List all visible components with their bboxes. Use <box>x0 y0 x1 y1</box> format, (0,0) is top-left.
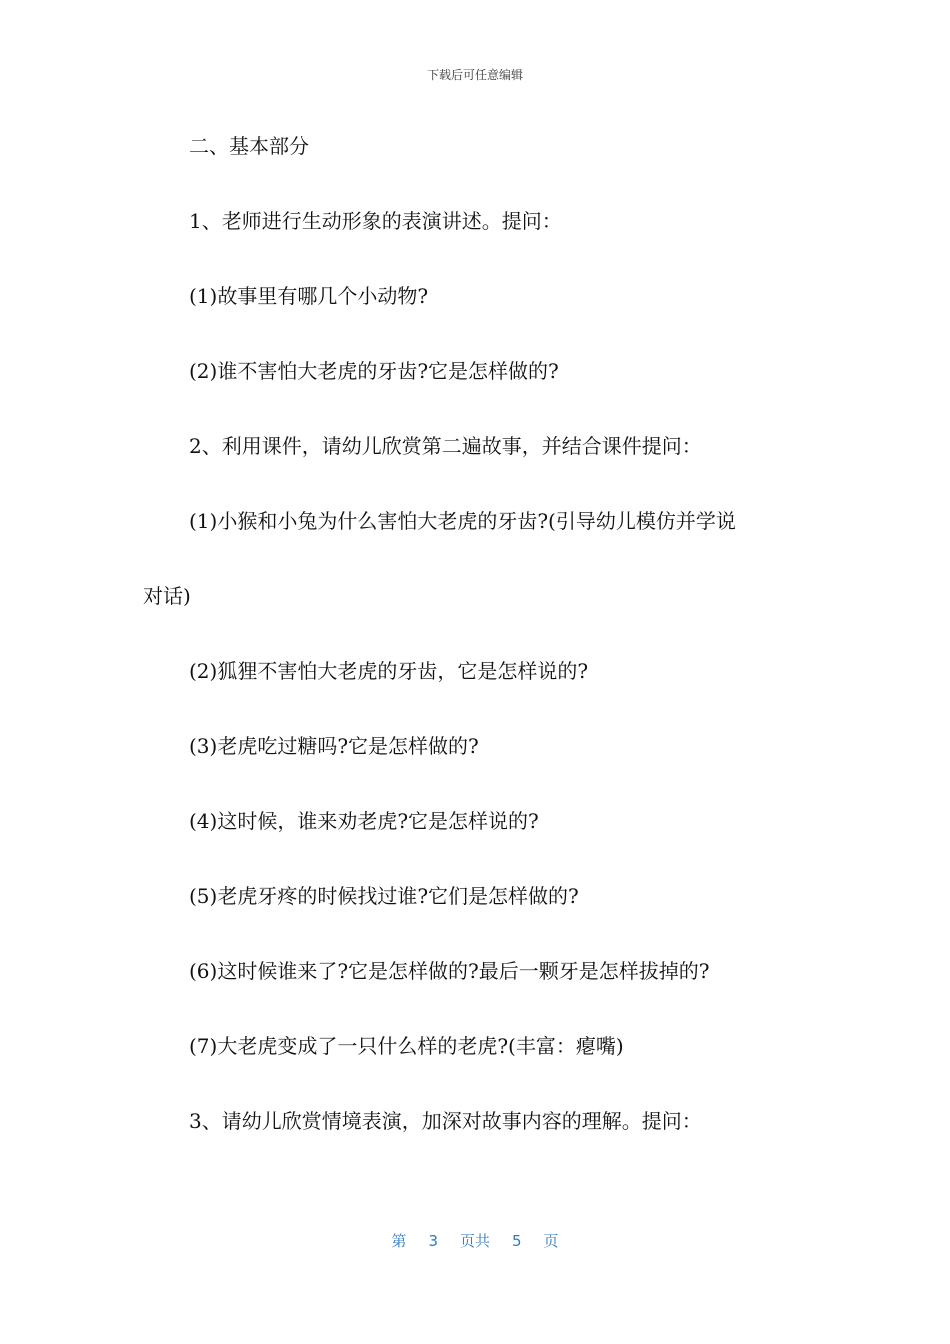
paragraph: (2)狐狸不害怕大老虎的牙齿，它是怎样说的? <box>189 659 589 683</box>
paragraph: (4)这时候，谁来劝老虎?它是怎样说的? <box>189 809 539 833</box>
paragraph: 3、请幼儿欣赏情境表演，加深对故事内容的理解。提问： <box>189 1109 702 1133</box>
paragraph: (3)老虎吃过糖吗?它是怎样做的? <box>189 734 479 758</box>
document-body <box>143 128 811 1141</box>
page-footer <box>0 1230 950 1251</box>
paragraph: (6)这时候谁来了?它是怎样做的?最后一颗牙是怎样拔掉的? <box>189 959 710 983</box>
paragraph-continuation: 对话) <box>143 584 191 608</box>
paragraph: (2)谁不害怕大老虎的牙齿?它是怎样做的? <box>189 359 559 383</box>
page-total: 5 <box>512 1232 522 1250</box>
paragraph: (1)故事里有哪几个小动物? <box>189 284 429 308</box>
page-suffix: 页 <box>543 1232 559 1250</box>
section-heading: 二、基本部分 <box>189 134 309 158</box>
page-current: 3 <box>428 1232 438 1250</box>
page-mid: 页共 <box>459 1232 490 1250</box>
paragraph: (5)老虎牙疼的时候找过谁?它们是怎样做的? <box>189 884 579 908</box>
paragraph: (1)小猴和小兔为什么害怕大老虎的牙齿?(引导幼儿模仿并学说 <box>189 509 736 533</box>
paragraph: 1、老师进行生动形象的表演讲述。提问： <box>189 209 562 233</box>
page-header: 下载后可任意编辑 <box>426 68 523 82</box>
paragraph: 2、利用课件，请幼儿欣赏第二遍故事，并结合课件提问： <box>189 434 702 458</box>
paragraph: (7)大老虎变成了一只什么样的老虎?(丰富：瘪嘴) <box>189 1034 624 1058</box>
page-prefix: 第 <box>391 1232 407 1250</box>
